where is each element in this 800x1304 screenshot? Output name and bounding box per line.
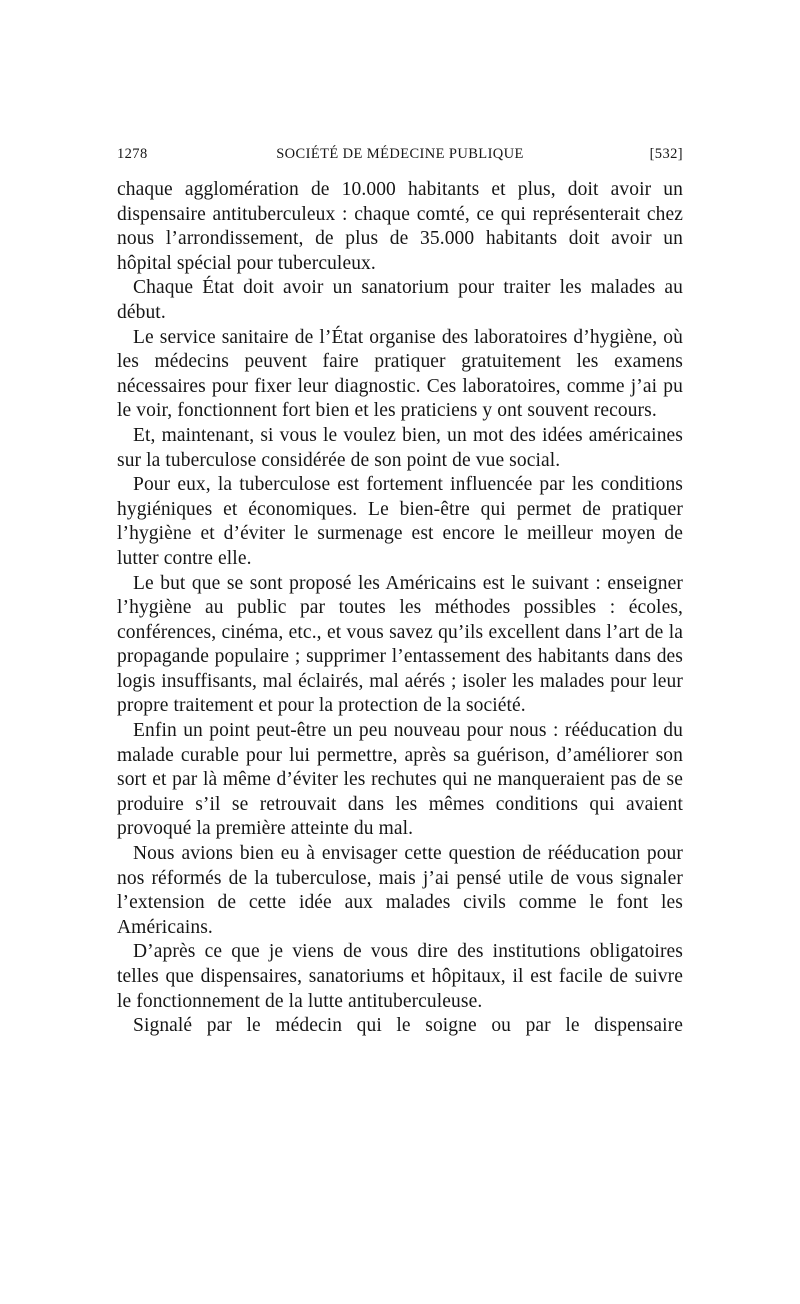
paragraph: Nous avions bien eu à envisager cette question de rééducation pour nos réformés de la tuberculose, mais j’ai pensé utile de vous signaler l’extension de cette idée aux malades civils comme le font les Américains.: [117, 843, 683, 938]
paragraph: Chaque État doit avoir un sanatorium pour traiter les malades au début.: [117, 277, 683, 323]
section-number: [532]: [649, 146, 683, 162]
paragraph: Le but que se sont proposé les Américains est le suivant : enseigner l’hygiène au public par toutes les méthodes possibles : écoles, conférences, cinéma, etc., et vous savez qu’ils excellent dans l’art de la propagande populaire ; supprimer l’entassement des habitants dans des logis insuffisants, mal éclairés, mal aérés ; isoler les malades pour leur propre traitement et pour la protection de la société.: [117, 572, 683, 717]
running-header: [117, 146, 683, 168]
running-title: SOCIÉTÉ DE MÉDECINE PUBLIQUE: [276, 146, 524, 162]
paragraph: Signalé par le médecin qui le soigne ou par le dispensaire: [133, 1015, 683, 1037]
paragraph: Pour eux, la tuberculose est fortement influencée par les conditions hygiéniques et économiques. Le bien-être qui permet de pratiquer l’hygiène et d’éviter le surmenage est encore le meilleur moyen de lutter contre elle.: [117, 474, 683, 569]
body-text: [117, 178, 683, 1039]
paragraph: Le service sanitaire de l’État organise des laboratoires d’hygiène, où les médecins peuvent faire pratiquer gratuitement les examens nécessaires pour fixer leur diagnostic. Ces laboratoires, comme j’ai pu le voir, fonctionnent fort bien et les praticiens y ont souvent recours.: [117, 326, 683, 422]
paragraph: D’après ce que je viens de vous dire des institutions obligatoires telles que dispensaires, sanatoriums et hôpitaux, il est facile de suivre le fonctionnement de la lutte antituberculeuse.: [117, 941, 683, 1012]
paragraph: Enfin un point peut-être un peu nouveau pour nous : rééducation du malade curable pour lui permettre, après sa guérison, d’améliorer son sort et par là même d’éviter les rechutes qui ne manqueraient pas de se produire s’il se retrouvait dans les mêmes conditions qui avaient provoqué la première atteinte du mal.: [117, 720, 683, 840]
paragraph: Et, maintenant, si vous le voulez bien, un mot des idées américaines sur la tuberculose considérée de son point de vue social.: [117, 424, 683, 471]
paragraph: chaque agglomération de 10.000 habitants et plus, doit avoir un dispensaire antituberculeux : chaque comté, ce qui représenterait chez nous l’arrondissement, de plus de 35.000 habitants doit avoir un hôpital spécial pour tuberculeux.: [117, 179, 683, 274]
page-number: 1278: [117, 146, 148, 162]
